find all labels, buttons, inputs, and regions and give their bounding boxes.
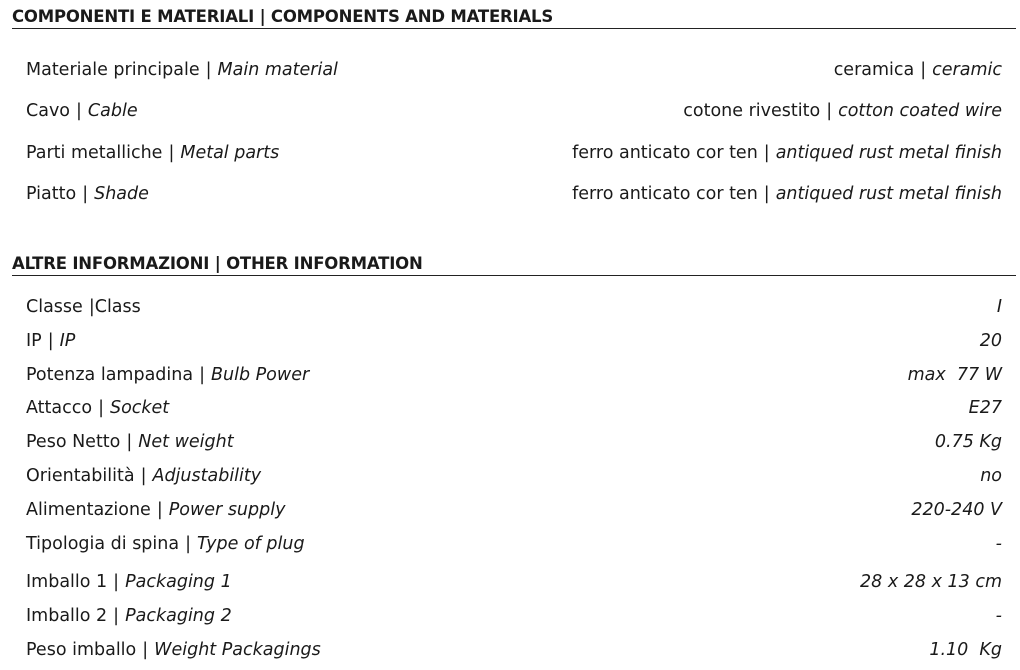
row-label: Imballo 1 | Packaging 1: [26, 572, 232, 592]
row-value: -: [995, 534, 1002, 554]
row-label: Imballo 2 | Packaging 2: [26, 606, 232, 626]
row-value: ferro anticato cor ten | antiqued rust metal finish: [572, 184, 1002, 204]
spec-row-power-supply: [26, 497, 1002, 523]
row-value: 28 x 28 x 13 cm: [860, 572, 1002, 592]
row-label: Materiale principale | Main material: [26, 60, 338, 80]
spec-row-class: [26, 294, 1002, 320]
spec-row-socket: [26, 395, 1002, 421]
spec-row-package-weight: [26, 637, 1002, 663]
row-value: I: [996, 297, 1002, 317]
row-label: Peso Netto | Net weight: [26, 432, 234, 452]
row-value: ceramica | ceramic: [833, 60, 1002, 80]
row-value: 1.10 Kg: [929, 640, 1002, 660]
row-value: -: [995, 606, 1002, 626]
spec-row-bulb-power: [26, 362, 1002, 388]
spec-row-net-weight: [26, 429, 1002, 455]
spec-row-adjustability: [26, 463, 1002, 489]
row-label: Tipologia di spina | Type of plug: [26, 534, 305, 554]
row-value: max 77 W: [907, 365, 1002, 385]
row-label: IP | IP: [26, 331, 76, 351]
row-value: 20: [979, 331, 1002, 351]
row-value: E27: [968, 398, 1002, 418]
spec-row-plug-type: [26, 531, 1002, 557]
spec-row-main-material: [26, 57, 1002, 83]
row-value: 0.75 Kg: [934, 432, 1002, 452]
row-value: 220-240 V: [911, 500, 1002, 520]
row-label: Attacco | Socket: [26, 398, 170, 418]
components-header: COMPONENTI E MATERIALI | COMPONENTS AND MATERIALS: [12, 7, 1016, 29]
row-value: ferro anticato cor ten | antiqued rust metal finish: [572, 143, 1002, 163]
row-value: no: [980, 466, 1002, 486]
spec-row-ip: [26, 328, 1002, 354]
spec-row-packaging-2: [26, 603, 1002, 629]
row-value: cotone rivestito | cotton coated wire: [683, 101, 1002, 121]
spec-row-shade: [26, 181, 1002, 207]
row-label: Orientabilità | Adjustability: [26, 466, 262, 486]
row-label: Parti metalliche | Metal parts: [26, 143, 280, 163]
row-label: Cavo | Cable: [26, 101, 138, 121]
spec-row-packaging-1: [26, 569, 1002, 595]
row-label: Peso imballo | Weight Packagings: [26, 640, 321, 660]
row-label: Piatto | Shade: [26, 184, 149, 204]
row-label: Alimentazione | Power supply: [26, 500, 286, 520]
row-label: Potenza lampadina | Bulb Power: [26, 365, 310, 385]
spec-row-cable: [26, 98, 1002, 124]
other-info-header: ALTRE INFORMAZIONI | OTHER INFORMATION: [12, 254, 1016, 276]
row-label: Classe |Class: [26, 297, 141, 317]
spec-row-metal-parts: [26, 140, 1002, 166]
